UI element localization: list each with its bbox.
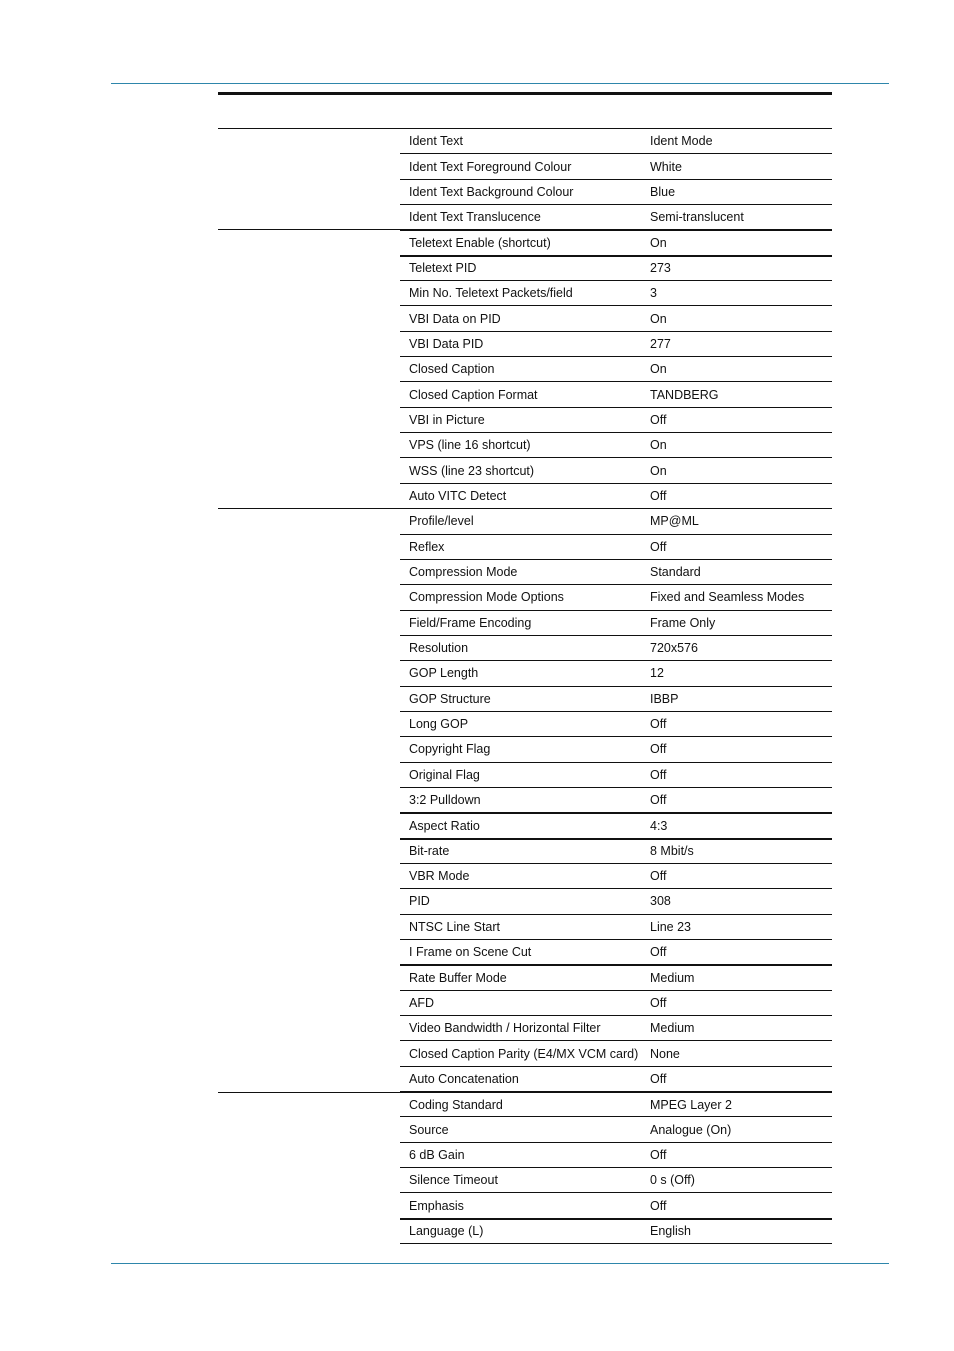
setting-name: VPS (line 16 shortcut) — [409, 438, 531, 453]
table-row — [400, 686, 832, 711]
setting-value: On — [650, 236, 667, 251]
table-row — [400, 407, 832, 432]
setting-value: IBBP — [650, 691, 679, 706]
setting-name: VBI Data on PID — [409, 311, 501, 326]
setting-value: Standard — [650, 565, 701, 580]
setting-value: 308 — [650, 894, 671, 909]
table-row — [400, 457, 832, 482]
setting-value: TANDBERG — [650, 387, 719, 402]
setting-name: Profile/level — [409, 514, 474, 529]
table-row — [400, 128, 832, 153]
setting-value: Off — [650, 995, 667, 1010]
setting-name: Teletext PID — [409, 261, 477, 276]
setting-name: Closed Caption Format — [409, 387, 538, 402]
setting-name: PID — [409, 894, 430, 909]
setting-value: Off — [650, 488, 667, 503]
setting-name: Video Bandwidth / Horizontal Filter — [409, 1021, 601, 1036]
setting-value: Frame Only — [650, 615, 716, 630]
table-end-rule — [400, 1243, 832, 1244]
setting-value: On — [650, 438, 667, 453]
table-row — [400, 534, 832, 559]
setting-name: Closed Caption Parity (E4/MX VCM card) — [409, 1046, 639, 1061]
setting-value: Off — [650, 1147, 667, 1162]
table-row — [400, 863, 832, 888]
table-row — [400, 914, 832, 939]
setting-value: None — [650, 1046, 680, 1061]
group-divider — [218, 508, 400, 509]
setting-value: On — [650, 311, 667, 326]
footer-rule — [111, 1263, 889, 1264]
setting-name: Ident Text — [409, 134, 463, 149]
setting-name: WSS (line 23 shortcut) — [409, 463, 535, 478]
settings-table — [400, 128, 832, 1244]
table-row — [400, 1167, 832, 1192]
setting-name: Ident Text Foreground Colour — [409, 159, 572, 174]
setting-value: 4:3 — [650, 818, 668, 833]
setting-value: Off — [650, 539, 667, 554]
table-row — [400, 280, 832, 305]
table-row — [400, 1015, 832, 1040]
table-row — [400, 356, 832, 381]
setting-name: Compression Mode Options — [409, 590, 564, 605]
header-rule — [111, 83, 889, 84]
setting-name: Bit-rate — [409, 844, 450, 859]
setting-value: Off — [650, 1071, 667, 1086]
table-row — [400, 1066, 832, 1091]
setting-name: Auto VITC Detect — [409, 488, 507, 503]
setting-name: NTSC Line Start — [409, 919, 501, 934]
table-row — [400, 711, 832, 736]
setting-value: Blue — [650, 184, 676, 199]
table-row — [400, 179, 832, 204]
setting-value: Line 23 — [650, 919, 692, 934]
table-row — [400, 1040, 832, 1065]
table-row — [400, 812, 832, 837]
group-divider — [218, 128, 400, 129]
setting-name: 3:2 Pulldown — [409, 793, 481, 808]
setting-name: Field/Frame Encoding — [409, 615, 532, 630]
setting-name: I Frame on Scene Cut — [409, 945, 532, 960]
setting-value: Off — [650, 1198, 667, 1213]
setting-value: 277 — [650, 336, 671, 351]
group-divider — [218, 1092, 400, 1093]
table-row — [400, 559, 832, 584]
table-row — [400, 990, 832, 1015]
table-row — [400, 964, 832, 989]
table-row — [400, 255, 832, 280]
table-row — [400, 660, 832, 685]
table-row — [400, 939, 832, 964]
table-row — [400, 762, 832, 787]
setting-value: MPEG Layer 2 — [650, 1097, 732, 1112]
setting-value: Off — [650, 412, 667, 427]
setting-value: On — [650, 463, 667, 478]
setting-name: Ident Text Translucence — [409, 210, 541, 225]
setting-name: Aspect Ratio — [409, 818, 480, 833]
setting-name: Compression Mode — [409, 565, 518, 580]
table-row — [400, 153, 832, 178]
setting-name: VBI Data PID — [409, 336, 484, 351]
setting-name: Language (L) — [409, 1224, 484, 1239]
table-row — [400, 381, 832, 406]
setting-name: Emphasis — [409, 1198, 464, 1213]
setting-value: On — [650, 362, 667, 377]
setting-value: 8 Mbit/s — [650, 844, 694, 859]
setting-name: Min No. Teletext Packets/field — [409, 286, 573, 301]
setting-name: 6 dB Gain — [409, 1147, 465, 1162]
setting-name: VBI in Picture — [409, 412, 485, 427]
setting-name: Reflex — [409, 539, 445, 554]
table-row — [400, 1091, 832, 1116]
setting-value: Off — [650, 767, 667, 782]
setting-name: Copyright Flag — [409, 742, 491, 757]
table-row — [400, 432, 832, 457]
setting-value: 720x576 — [650, 641, 698, 656]
table-row — [400, 1218, 832, 1243]
table-row — [400, 305, 832, 330]
table-row — [400, 736, 832, 761]
setting-value: 273 — [650, 261, 671, 276]
table-row — [400, 1192, 832, 1217]
setting-value: White — [650, 159, 682, 174]
table-row — [400, 1142, 832, 1167]
setting-value: Off — [650, 742, 667, 757]
setting-value: Off — [650, 717, 667, 732]
table-row — [400, 508, 832, 533]
setting-name: Silence Timeout — [409, 1173, 498, 1188]
setting-name: AFD — [409, 995, 434, 1010]
setting-name: Ident Text Background Colour — [409, 184, 574, 199]
setting-value: MP@ML — [650, 514, 699, 529]
setting-name: Coding Standard — [409, 1097, 503, 1112]
setting-value: Ident Mode — [650, 134, 713, 149]
setting-value: 0 s (Off) — [650, 1173, 695, 1188]
table-row — [400, 838, 832, 863]
setting-value: 3 — [650, 286, 657, 301]
setting-value: Off — [650, 869, 667, 884]
table-row — [400, 483, 832, 508]
setting-value: Analogue (On) — [650, 1122, 732, 1137]
setting-name: GOP Length — [409, 666, 479, 681]
table-row — [400, 204, 832, 229]
setting-name: Long GOP — [409, 717, 469, 732]
setting-name: VBR Mode — [409, 869, 470, 884]
table-row — [400, 584, 832, 609]
setting-name: Auto Concatenation — [409, 1071, 519, 1086]
setting-value: Off — [650, 945, 667, 960]
setting-name: Rate Buffer Mode — [409, 971, 507, 986]
setting-name: Resolution — [409, 641, 469, 656]
setting-value: 12 — [650, 666, 664, 681]
table-row — [400, 610, 832, 635]
table-row — [400, 1116, 832, 1141]
table-row — [400, 229, 832, 254]
setting-value: Medium — [650, 971, 695, 986]
setting-value: Medium — [650, 1021, 695, 1036]
setting-name: Teletext Enable (shortcut) — [409, 236, 551, 251]
table-header-rule — [218, 92, 832, 95]
setting-value: Off — [650, 793, 667, 808]
setting-value: Fixed and Seamless Modes — [650, 590, 805, 605]
setting-name: Original Flag — [409, 767, 480, 782]
group-divider — [218, 229, 400, 230]
table-row — [400, 331, 832, 356]
setting-value: English — [650, 1224, 691, 1239]
table-row — [400, 888, 832, 913]
table-row — [400, 787, 832, 812]
setting-name: Source — [409, 1122, 449, 1137]
setting-name: GOP Structure — [409, 691, 491, 706]
setting-name: Closed Caption — [409, 362, 495, 377]
table-row — [400, 635, 832, 660]
setting-value: Semi-translucent — [650, 210, 744, 225]
